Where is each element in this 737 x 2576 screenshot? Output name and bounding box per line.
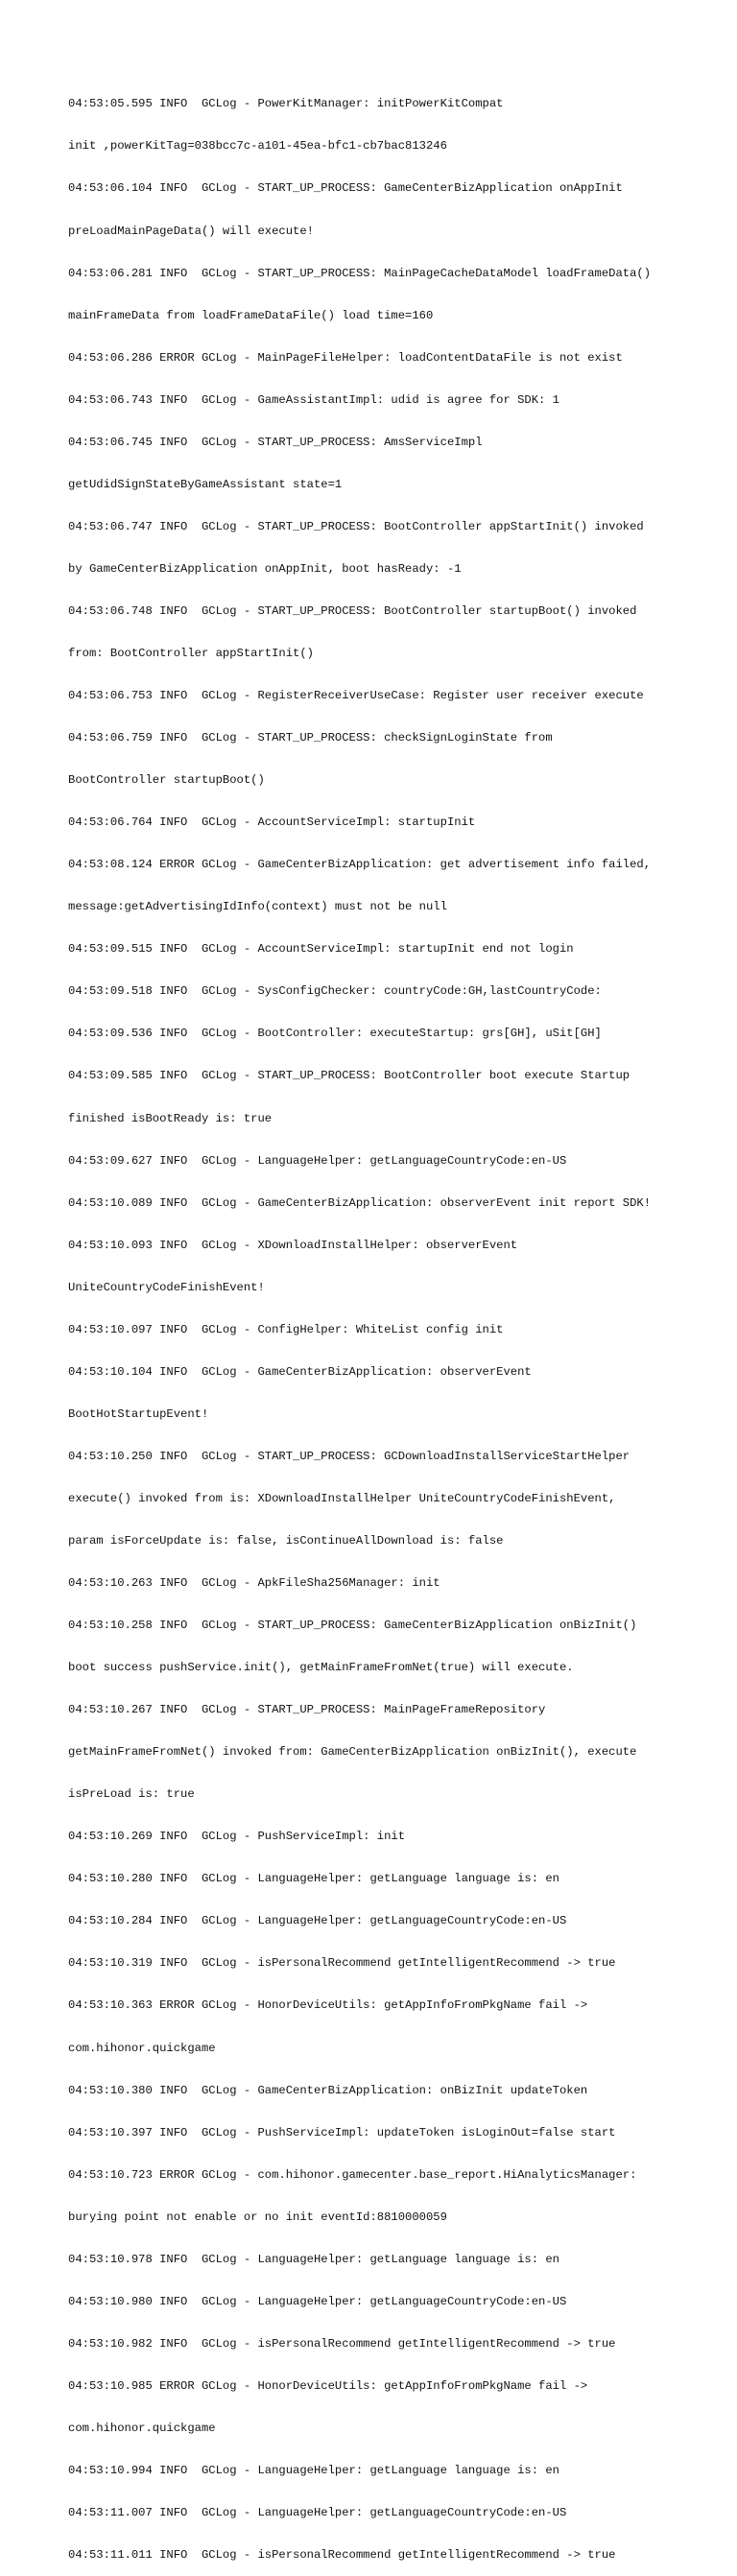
log-line: 04:53:10.104 INFO GCLog - GameCenterBizApplication: observerEvent	[68, 1364, 532, 1379]
log-line: 04:53:06.747 INFO GCLog - START_UP_PROCESS: BootController appStartInit() invoked	[68, 519, 644, 533]
log-line: 04:53:10.397 INFO GCLog - PushServiceImpl: updateToken isLoginOut=false start	[68, 2125, 616, 2139]
log-line: boot success pushService.init(), getMainFrameFromNet(true) will execute.	[68, 1661, 574, 1675]
log-line: 04:53:11.007 INFO GCLog - LanguageHelper: getLanguageCountryCode:en-US	[68, 2506, 567, 2520]
log-line: init ,powerKitTag=038bcc7c-a101-45ea-bfc1-cb7bac813246	[68, 139, 447, 154]
log-line: 04:53:06.759 INFO GCLog - START_UP_PROCESS: checkSignLoginState from	[68, 731, 553, 745]
log-line: 04:53:09.585 INFO GCLog - START_UP_PROCESS: BootController boot execute Startup	[68, 1069, 630, 1083]
log-line: 04:53:09.518 INFO GCLog - SysConfigChecker: countryCode:GH,lastCountryCode:	[68, 984, 602, 999]
log-line: burying point not enable or no init eventId:8810000059	[68, 2210, 447, 2224]
log-line: 04:53:08.124 ERROR GCLog - GameCenterBizApplication: get advertisement info failed,	[68, 858, 652, 872]
log-line: 04:53:10.250 INFO GCLog - START_UP_PROCESS: GCDownloadInstallServiceStartHelper	[68, 1449, 630, 1463]
log-line: 04:53:10.380 INFO GCLog - GameCenterBizApplication: onBizInit updateToken	[68, 2083, 588, 2097]
log-line: 04:53:06.748 INFO GCLog - START_UP_PROCESS: BootController startupBoot() invoked	[68, 603, 637, 618]
log-line: BootController startupBoot()	[68, 773, 265, 788]
log-line: 04:53:06.745 INFO GCLog - START_UP_PROCESS: AmsServiceImpl	[68, 435, 483, 449]
log-line: preLoadMainPageData() will execute!	[68, 224, 314, 238]
log-line: 04:53:06.286 ERROR GCLog - MainPageFileHelper: loadContentDataFile is not exist	[68, 350, 623, 365]
log-line: 04:53:10.089 INFO GCLog - GameCenterBizApplication: observerEvent init report SDK!	[68, 1195, 652, 1210]
log-line: 04:53:09.515 INFO GCLog - AccountServiceImpl: startupInit end not login	[68, 942, 574, 957]
log-line: 04:53:10.093 INFO GCLog - XDownloadInstallHelper: observerEvent	[68, 1238, 518, 1252]
log-line: param isForceUpdate is: false, isContinueAllDownload is: false	[68, 1533, 504, 1548]
log-line: 04:53:06.753 INFO GCLog - RegisterReceiverUseCase: Register user receiver execute	[68, 689, 644, 703]
log-line: isPreLoad is: true	[68, 1787, 195, 1802]
log-line: com.hihonor.quickgame	[68, 2041, 216, 2055]
log-line: 04:53:10.994 INFO GCLog - LanguageHelper: getLanguage language is: en	[68, 2464, 559, 2477]
log-line: 04:53:10.280 INFO GCLog - LanguageHelper: getLanguage language is: en	[68, 1872, 559, 1886]
log-line: 04:53:10.978 INFO GCLog - LanguageHelper: getLanguage language is: en	[68, 2252, 559, 2266]
log-line: 04:53:06.743 INFO GCLog - GameAssistantImpl: udid is agree for SDK: 1	[68, 392, 559, 407]
log-line: 04:53:10.267 INFO GCLog - START_UP_PROCESS: MainPageFrameRepository	[68, 1703, 546, 1717]
log-line: 04:53:10.363 ERROR GCLog - HonorDeviceUtils: getAppInfoFromPkgName fail ->	[68, 1998, 588, 2013]
log-document	[68, 69, 730, 2576]
log-line: 04:53:09.627 INFO GCLog - LanguageHelper: getLanguageCountryCode:en-US	[68, 1153, 567, 1168]
log-line: 04:53:09.536 INFO GCLog - BootController: executeStartup: grs[GH], uSit[GH]	[68, 1027, 602, 1041]
log-line: execute() invoked from is: XDownloadInstallHelper UniteCountryCodeFinishEvent,	[68, 1491, 616, 1505]
log-line: finished isBootReady is: true	[68, 1111, 273, 1125]
log-line: 04:53:10.269 INFO GCLog - PushServiceImpl: init	[68, 1830, 406, 1844]
log-line: from: BootController appStartInit()	[68, 646, 314, 660]
log-line: 04:53:10.982 INFO GCLog - isPersonalRecommend getIntelligentRecommend -> true	[68, 2336, 616, 2351]
log-line: getMainFrameFromNet() invoked from: GameCenterBizApplication onBizInit(), execute	[68, 1745, 637, 1760]
log-line: 04:53:10.723 ERROR GCLog - com.hihonor.gamecenter.base_report.HiAnalyticsManager:	[68, 2167, 637, 2182]
log-line: 04:53:05.595 INFO GCLog - PowerKitManager: initPowerKitCompat	[68, 97, 504, 111]
log-line: mainFrameData from loadFrameDataFile() load time=160	[68, 308, 434, 322]
log-line: 04:53:06.764 INFO GCLog - AccountServiceImpl: startupInit	[68, 815, 476, 830]
log-line: 04:53:10.284 INFO GCLog - LanguageHelper: getLanguageCountryCode:en-US	[68, 1914, 567, 1928]
log-line: UniteCountryCodeFinishEvent!	[68, 1280, 265, 1294]
log-line: 04:53:10.319 INFO GCLog - isPersonalRecommend getIntelligentRecommend -> true	[68, 1956, 616, 1971]
log-line: 04:53:10.985 ERROR GCLog - HonorDeviceUtils: getAppInfoFromPkgName fail ->	[68, 2378, 588, 2393]
log-line: getUdidSignStateByGameAssistant state=1	[68, 477, 343, 491]
log-line: 04:53:10.980 INFO GCLog - LanguageHelper: getLanguageCountryCode:en-US	[68, 2294, 567, 2308]
log-line: 04:53:11.011 INFO GCLog - isPersonalRecommend getIntelligentRecommend -> true	[68, 2548, 616, 2563]
log-line: 04:53:10.258 INFO GCLog - START_UP_PROCESS: GameCenterBizApplication onBizInit()	[68, 1619, 637, 1633]
log-line: BootHotStartupEvent!	[68, 1406, 209, 1421]
log-line: com.hihonor.quickgame	[68, 2421, 216, 2435]
log-line: by GameCenterBizApplication onAppInit, boot hasReady: -1	[68, 561, 462, 576]
log-line: 04:53:06.281 INFO GCLog - START_UP_PROCESS: MainPageCacheDataModel loadFrameData()	[68, 266, 652, 280]
log-line: message:getAdvertisingIdInfo(context) must not be null	[68, 900, 447, 914]
log-line: 04:53:10.097 INFO GCLog - ConfigHelper: WhiteList config init	[68, 1322, 504, 1336]
log-line: 04:53:10.263 INFO GCLog - ApkFileSha256Manager: init	[68, 1576, 440, 1591]
log-line: 04:53:06.104 INFO GCLog - START_UP_PROCESS: GameCenterBizApplication onAppInit	[68, 181, 623, 196]
